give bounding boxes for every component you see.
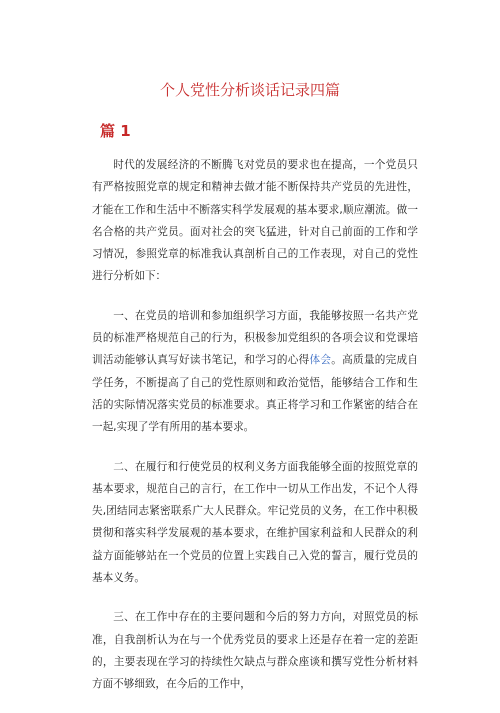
paragraph-study-text-before: 一、在党员的培训和参加组织学习方面，我能够按照一名共产党员的标准严格规范自己的行为，积极参加党组织的各项会议和党课培训活动能够认真写好读书笔记，和学习的心得: [92, 309, 418, 367]
section-heading: 篇 1: [100, 122, 131, 140]
paragraph-problems: 三、在工作中存在的主要问题和今后的努力方向，对照党员的标准，自我剖析认为在与一个优秀党员的要求上还是存在着一定的差距的，主要表现在学习的持续性欠缺点与群众座谈和撰写党性分析材料方面不够细致，在今后的工作中，: [92, 611, 418, 691]
paragraph-study-text-after: 。高质量的完成自学任务，不断提高了自己的党性原则和政治觉悟，能够结合工作和生活的实际情况落实党员的标准要求。真正将学习和工作紧密的结合在一起,实现了学有所用的基本要求。: [92, 354, 419, 434]
document-body: [92, 154, 418, 713]
document-title: 个人党性分析谈话记录四篇: [159, 81, 340, 99]
paragraph-rights-duties: 二、在履行和行使党员的权利义务方面我能够全面的按照党章的基本要求，规范自己的言行，在工作中一切从工作出发，不记个人得失,团结同志紧密联系广大人民群众。牢记党员的义务，在工作中积极贯彻和落实科学发展观的基本要求，在维护国家利益和人民群众的利益方面能够站在一个党员的位置上实践自己入党的誓言，履行党员的基本义务。: [92, 460, 418, 585]
inline-link-tihui[interactable]: 体会: [309, 354, 332, 367]
paragraph-study: [92, 305, 418, 439]
paragraph-intro: 时代的发展经济的不断腾飞对党员的要求也在提高，一个党员只有严格按照党章的规定和精神去做才能不断保持共产党员的先进性，才能在工作和生活中不断落实科学发展观的基本要求,顺应潮流。做一名合格的共产党员。面对社会的突飞猛进，针对自己前面的工作和学习情况，参照党章的标准我认真剖析自己的工作表现，对自己的党性进行分析如下：: [92, 159, 418, 283]
